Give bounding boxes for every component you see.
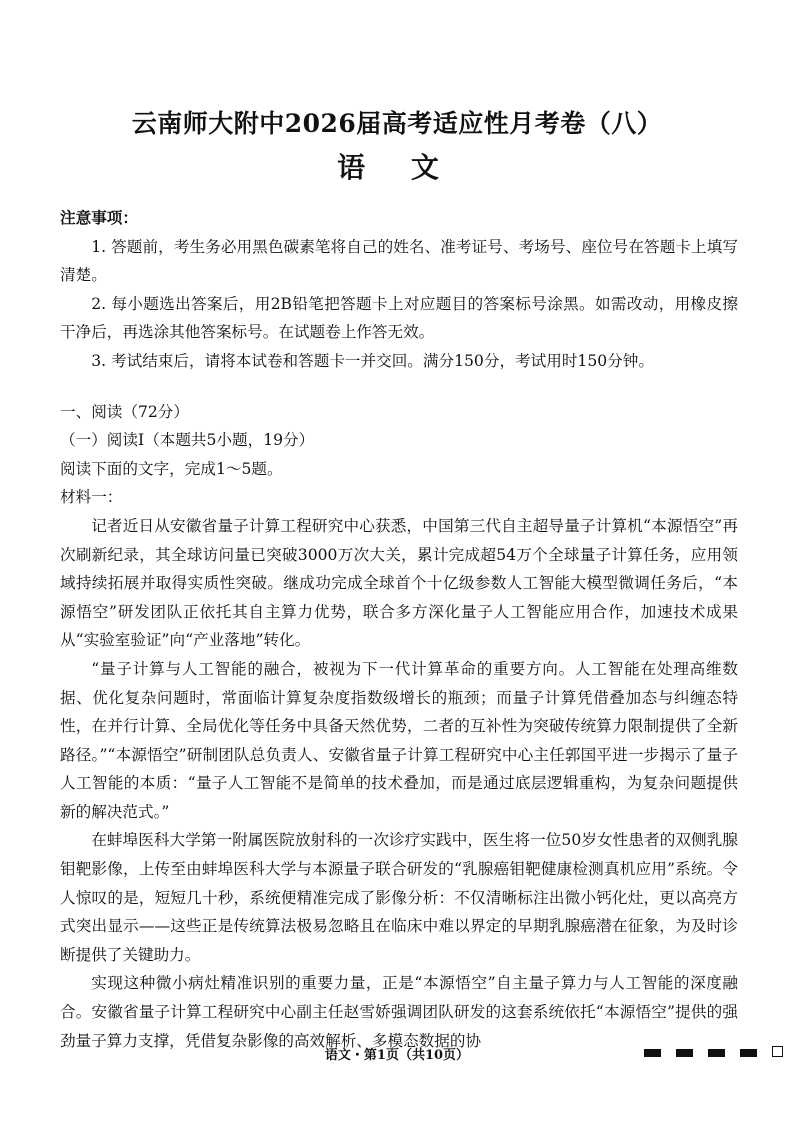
corner-box-icon — [772, 1046, 783, 1057]
passage-paragraph: 实现这种微小病灶精准识别的重要力量，正是“本源悟空”自主量子算力与人工智能的深度融合。安徽省量子计算工程研究中心副主任赵雪娇强调团队研发的这套系统依托“本源悟空”提供的强劲量子算力支撑，凭借复杂影像的高效解析、多模态数据的协 — [60, 974, 738, 1050]
page-content — [60, 204, 738, 1055]
exam-title: 云南师大附中2026届高考适应性月考卷（八） — [131, 109, 663, 138]
spacer — [60, 376, 738, 398]
subsection-heading: （一）阅读Ⅰ（本题共5小题，19分） — [60, 431, 315, 450]
passage-paragraph: 记者近日从安徽省量子计算工程研究中心获悉，中国第三代自主超导量子计算机“本源悟空”再次刷新纪录，其全球访问量已突破3000万次大关，累计完成超54万个全球量子计算任务，应用领域持续拓展并取得实质性突破。继成功完成全球首个十亿级参数人工智能大模型微调任务后，“本源悟空”研发团队正依托其自主算力优势，联合多方深化量子人工智能应用合作，加速技术成果从“实验室验证”向“产业落地”转化。 — [60, 516, 738, 650]
material-label: 材料一： — [60, 488, 123, 507]
notice-heading: 注意事项： — [60, 208, 138, 227]
scan-mark — [740, 1049, 757, 1057]
scan-mark — [644, 1049, 661, 1057]
notice-item: 2. 每小题选出答案后，用2B铅笔把答题卡上对应题目的答案标号涂黑。如需改动，用橡皮擦干净后，再选涂其他答案标号。在试题卷上作答无效。 — [60, 294, 738, 342]
subject-title: 语 文 — [337, 151, 457, 184]
page-footer: 语文・第1页（共10页） — [324, 1048, 470, 1063]
scan-mark — [708, 1049, 725, 1057]
scan-mark — [676, 1049, 693, 1057]
passage-paragraph: “量子计算与人工智能的融合，被视为下一代计算革命的重要方向。人工智能在处理高维数据、优化复杂问题时，常面临计算复杂度指数级增长的瓶颈；而量子计算凭借叠加态与纠缠态特性，在并行计算、全局优化等任务中具备天然优势，二者的互补性为突破传统算力限制提供了全新路径。”“本源悟空”研制团队总负责人、安徽省量子计算工程研究中心主任郭国平进一步揭示了量子人工智能的本质：“量子人工智能不是简单的技术叠加，而是通过底层逻辑重构，为复杂问题提供新的解决范式。” — [60, 659, 738, 821]
notice-item: 1. 答题前，考生务必用黑色碳素笔将自己的姓名、准考证号、考场号、座位号在答题卡上填写清楚。 — [60, 237, 738, 285]
notice-item: 3. 考试结束后，请将本试卷和答题卡一并交回。满分150分，考试用时150分钟。 — [91, 351, 654, 370]
section-heading: 一、阅读（72分） — [60, 402, 189, 421]
passage-paragraph: 在蚌埠医科大学第一附属医院放射科的一次诊疗实践中，医生将一位50岁女性患者的双侧乳腺钼靶影像，上传至由蚌埠医科大学与本源量子联合研发的“乳腺癌钼靶健康检测真机应用”系统。令人惊叹的是，短短几十秒，系统便精准完成了影像分析：不仅清晰标注出微小钙化灶，更以高亮方式突出显示——这些正是传统算法极易忽略且在临床中难以界定的早期乳腺癌潜在征象，为及时诊断提供了关键助力。 — [60, 831, 738, 964]
instruction-text: 阅读下面的文字，完成1～5题。 — [60, 459, 283, 478]
